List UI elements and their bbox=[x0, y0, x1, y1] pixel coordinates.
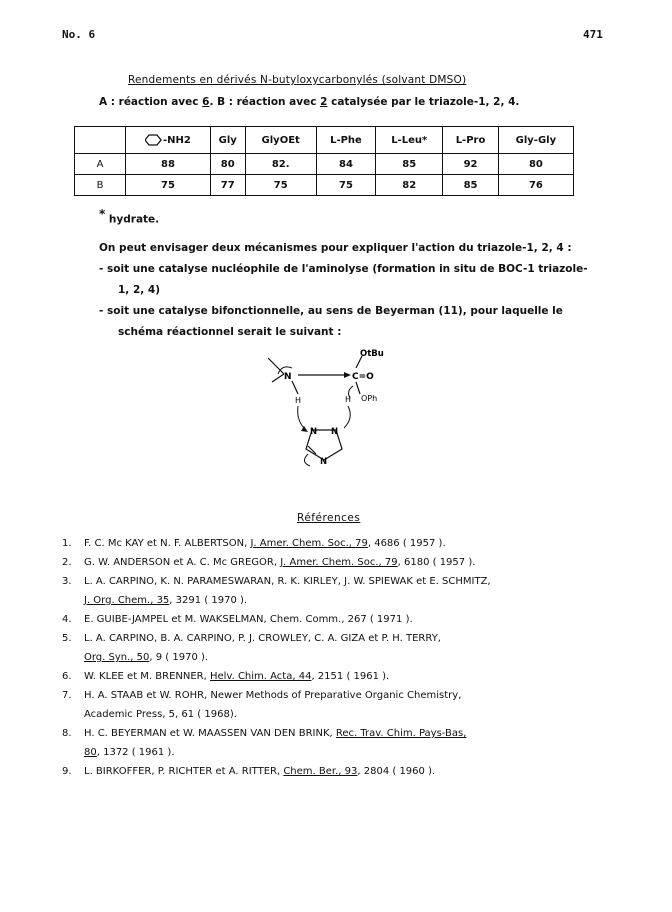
col-header-lleu: L-Leu* bbox=[376, 127, 443, 154]
oph-label: OPh bbox=[361, 394, 378, 403]
table-corner bbox=[75, 127, 126, 154]
cyclohexane-ring-icon bbox=[145, 133, 163, 147]
otbu-label: OtBu bbox=[360, 349, 384, 359]
reference-item: 1. F. C. Mc KAY et N. F. ALBERTSON, J. Amer. Chem. Soc., 79, 4686 ( 1957 ). bbox=[62, 538, 446, 549]
mechanism-item-1-line-1: - soit une catalyse nucléophile de l'aminolyse (formation in situ de BOC-1 triazole- bbox=[99, 263, 588, 275]
table-cell: 80 bbox=[210, 154, 245, 175]
table-cell: 76 bbox=[498, 175, 573, 196]
table-row bbox=[75, 175, 574, 196]
references-list bbox=[62, 534, 622, 781]
triazole-n2-label: N bbox=[331, 427, 339, 437]
amine-n-label: N bbox=[284, 372, 292, 382]
mechanism-item-2-line-1: - soit une catalyse bifonctionnelle, au sens de Beyerman (11), pour laquelle le bbox=[99, 305, 563, 317]
reference-item: 7. H. A. STAAB et W. ROHR, Newer Methods of Preparative Organic Chemistry, Academic Press, 5, 61 ( 1968). bbox=[62, 690, 462, 720]
col-header-glygly: Gly-Gly bbox=[498, 127, 573, 154]
row-label: A bbox=[75, 154, 126, 175]
table-cell: 82. bbox=[245, 154, 316, 175]
col-header-gly: Gly bbox=[210, 127, 245, 154]
col-header-cyclohexylamine: -NH2 bbox=[126, 127, 211, 154]
col-header-lphe: L-Phe bbox=[316, 127, 375, 154]
amine-h-label: H bbox=[295, 396, 302, 405]
reference-item: 3. L. A. CARPINO, K. N. PARAMESWARAN, R. K. KIRLEY, J. W. SPIEWAK et E. SCHMITZ, J. Org. Chem., 35, 3291 ( 1970 ). bbox=[62, 576, 491, 606]
table-cell: 92 bbox=[443, 154, 499, 175]
reaction-scheme bbox=[258, 346, 408, 471]
col-header-lpro: L-Pro bbox=[443, 127, 499, 154]
table-header-row bbox=[75, 127, 574, 154]
yield-table bbox=[74, 126, 574, 196]
reference-item: 2. G. W. ANDERSON et A. C. Mc GREGOR, J. Amer. Chem. Soc., 79, 6180 ( 1957 ). bbox=[62, 557, 476, 568]
col-header-glyoet: GlyOEt bbox=[245, 127, 316, 154]
page-number: 471 bbox=[583, 28, 603, 41]
table-cell: 85 bbox=[376, 154, 443, 175]
table-row bbox=[75, 154, 574, 175]
table-title: Rendements en dérivés N-butyloxycarbonylés (solvant DMSO) bbox=[128, 74, 467, 86]
carbonyl-label: C=O bbox=[352, 372, 374, 382]
references-title: Références bbox=[297, 512, 361, 524]
reference-item: 4. E. GUIBE-JAMPEL et M. WAKSELMAN, Chem. Comm., 267 ( 1971 ). bbox=[62, 614, 413, 625]
mechanism-item-1-line-2: 1, 2, 4) bbox=[118, 284, 161, 296]
table-cell: 75 bbox=[126, 175, 211, 196]
table-cell: 85 bbox=[443, 175, 499, 196]
table-cell: 80 bbox=[498, 154, 573, 175]
proton-h-label: H bbox=[345, 395, 352, 404]
reference-item: 6. W. KLEE et M. BRENNER, Helv. Chim. Acta, 44, 2151 ( 1961 ). bbox=[62, 671, 390, 682]
table-cell: 75 bbox=[316, 175, 375, 196]
row-label: B bbox=[75, 175, 126, 196]
table-cell: 75 bbox=[245, 175, 316, 196]
triazole-n4-label: N bbox=[320, 457, 328, 467]
table-cell: 88 bbox=[126, 154, 211, 175]
table-footnote: * hydrate. bbox=[99, 207, 160, 226]
reference-item: 5. L. A. CARPINO, B. A. CARPINO, P. J. CROWLEY, C. A. GIZA et P. H. TERRY, Org. Syn., 50, 9 ( 1970 ). bbox=[62, 633, 441, 663]
table-cell: 77 bbox=[210, 175, 245, 196]
triazole-n1-label: N bbox=[310, 427, 318, 437]
reference-item: 8. H. C. BEYERMAN et W. MAASSEN VAN DEN BRINK, Rec. Trav. Chim. Pays-Bas, 80, 1372 ( 1961 ). bbox=[62, 728, 467, 758]
journal-number: No. 6 bbox=[62, 28, 96, 41]
table-caption: A : réaction avec 6. B : réaction avec 2 catalysée par le triazole-1, 2, 4. bbox=[99, 96, 520, 108]
mechanism-intro: On peut envisager deux mécanismes pour expliquer l'action du triazole-1, 2, 4 : bbox=[99, 242, 572, 254]
table-cell: 84 bbox=[316, 154, 375, 175]
mechanism-item-2-line-2: schéma réactionnel serait le suivant : bbox=[118, 326, 342, 338]
table-cell: 82 bbox=[376, 175, 443, 196]
reference-item: 9. L. BIRKOFFER, P. RICHTER et A. RITTER, Chem. Ber., 93, 2804 ( 1960 ). bbox=[62, 766, 436, 777]
